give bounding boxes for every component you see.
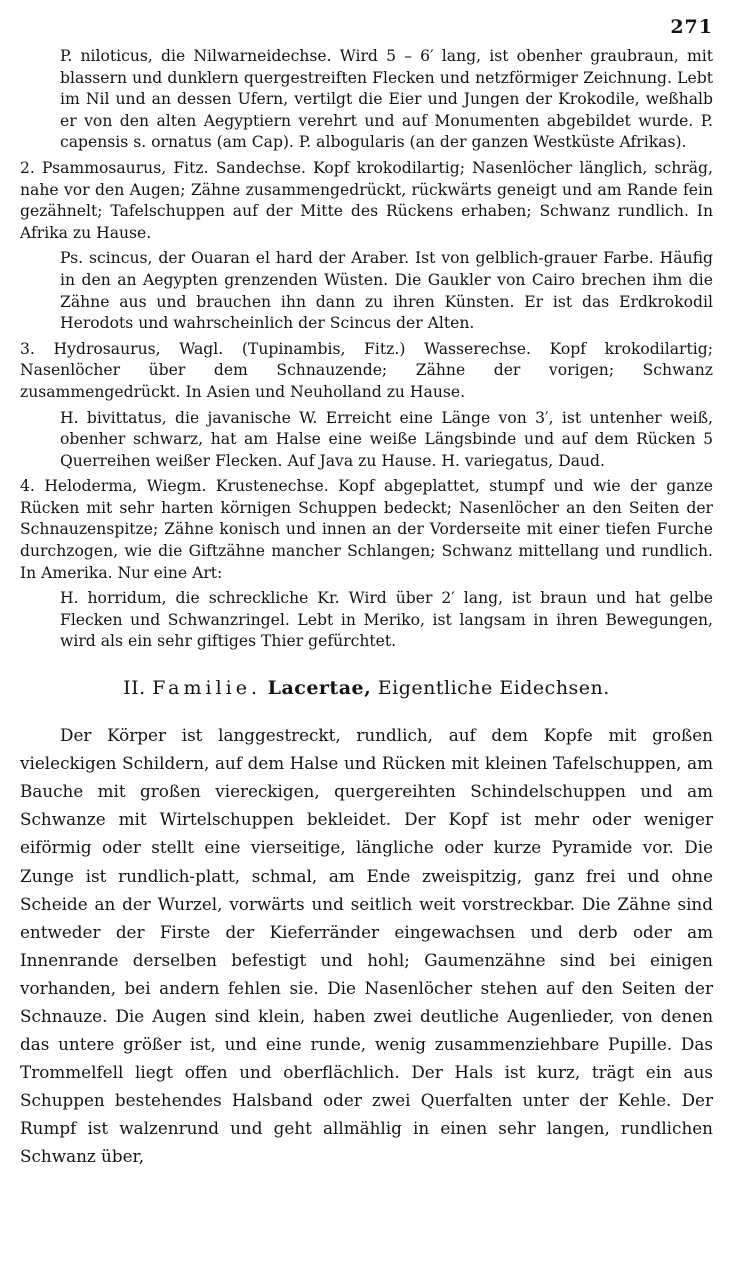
family-description: Der Körper ist langgestreckt, rundlich, auf dem Kopfe mit großen vieleckigen Schildern, auf dem Halse und Rücken mit kleinen Tafelschuppen, am Bauche mit großen viereckigen, quergereihten Schindelschuppen und am Schwanze mit Wirtelschuppen bekleidet. Der Kopf ist mehr oder weniger eiförmig oder stellt eine vierseitige, längliche oder kurze Pyramide vor. Die Zunge ist rundlich-platt, schmal, am Ende zweispitzig, ganz frei und ohne Scheide an der Wurzel, vorwärts und seitlich weit vorstreckbar. Die Zähne sind entweder der Firste der Kieferränder eingewachsen und derb oder am Innenrande derselben befestigt und hohl; Gaumenzähne sind bei einigen vorhanden, bei andern fehlen sie. Die Nasenlöcher stehen auf den Seiten der Schnauze. Die Augen sind klein, haben zwei deutliche Augenlieder, von denen das untere größer ist, und eine runde, wenig zusammenziehbare Pupille. Das Trommelfell liegt offen und oberflächlich. Der Hals ist kurz, trägt ein aus Schuppen bestehendes Halsband oder zwei Querfalten unter der Kehle. Der Rumpf ist walzenrund und geht allmählig in einen sehr langen, rundlichen Schwanz über, <box>20 725 713 1167</box>
entry-h-horridum: H. horridum, die schreckliche Kr. Wird über 2′ lang, ist braun und hat gelbe Flecken und Schwanzringel. Lebt in Meriko, ist langsam in ihren Bewegungen, wird als ein sehr giftiges Thier gefürchtet. <box>60 589 713 651</box>
entry-hydrosaurus: 3. Hydrosaurus, Wagl. (Tupinambis, Fitz.) Wasserechse. Kopf krokodilartig; Nasenlöcher über dem Schnauzende; Zähne der vorigen; Schwanz zusammengedrückt. In Asien und Neuholland zu Hause. <box>20 339 713 401</box>
family-latin-name: Lacertae, <box>267 677 372 700</box>
entry-p-niloticus: P. niloticus, die Nilwarneidechse. Wird 5 – 6′ lang, ist obenher graubraun, mit blassern und dunklern quergestreiften Flecken und netzförmiger Zeichnung. Lebt im Nil und an dessen Ufern, vertilgt die Eier und Jungen der Krokodile, weßhalb er von den alten Aegyptiern verehrt und auf Monumenten abgebildet wurde. P. capensis s. ornatus (am Cap). P. albogularis (an der ganzen Westküste Afrikas). <box>60 47 713 152</box>
entry-psammosaurus: 2. Psammosaurus, Fitz. Sandechse. Kopf krokodilartig; Nasenlöcher länglich, schräg, nahe vor den Augen; Zähne zusammengedrückt, rückwärts geneigt und am Rande fein gezähnelt; Tafelschuppen auf der Mitte des Rückens erhaben; Schwanz rundlich. In Afrika zu Hause. <box>20 158 713 242</box>
entry-heloderma: 4. Heloderma, Wiegm. Krustenechse. Kopf abgeplattet, stumpf und wie der ganze Rücken mit sehr harten körnigen Schuppen bedeckt; Nasenlöcher an den Seiten der Schnauzenspitze; Zähne konisch und innen an der Vorderseite mit einer tiefen Furche durchzogen, wie die Giftzähne mancher Schlangen; Schwanz mittellang und rundlich. In Amerika. Nur eine Art: <box>20 477 713 582</box>
family-german-name: Eigentliche Eidechsen. <box>377 677 610 700</box>
page-number: 271 <box>670 16 713 38</box>
family-number: II. <box>123 677 146 700</box>
family-heading <box>20 677 713 699</box>
entry-h-bivittatus: H. bivittatus, die javanische W. Erreicht eine Länge von 3′, ist untenher weiß, obenher schwarz, hat am Halse eine weiße Längsbinde und auf dem Rücken 5 Querreihen weißer Flecken. Auf Java zu Hause. H. variegatus, Daud. <box>60 408 713 470</box>
family-word: Familie. <box>152 677 262 700</box>
entry-ps-scincus: Ps. scincus, der Ouaran el hard der Araber. Ist von gelblich-grauer Farbe. Häufig in den an Aegypten grenzenden Wüsten. Die Gaukler von Cairo brechen ihm die Zähne aus und brauchen ihn dann zu ihren Künsten. Er ist das Erdkrokodil Herodots und wahrscheinlich der Scincus der Alten. <box>60 249 713 333</box>
species-list <box>20 46 713 653</box>
